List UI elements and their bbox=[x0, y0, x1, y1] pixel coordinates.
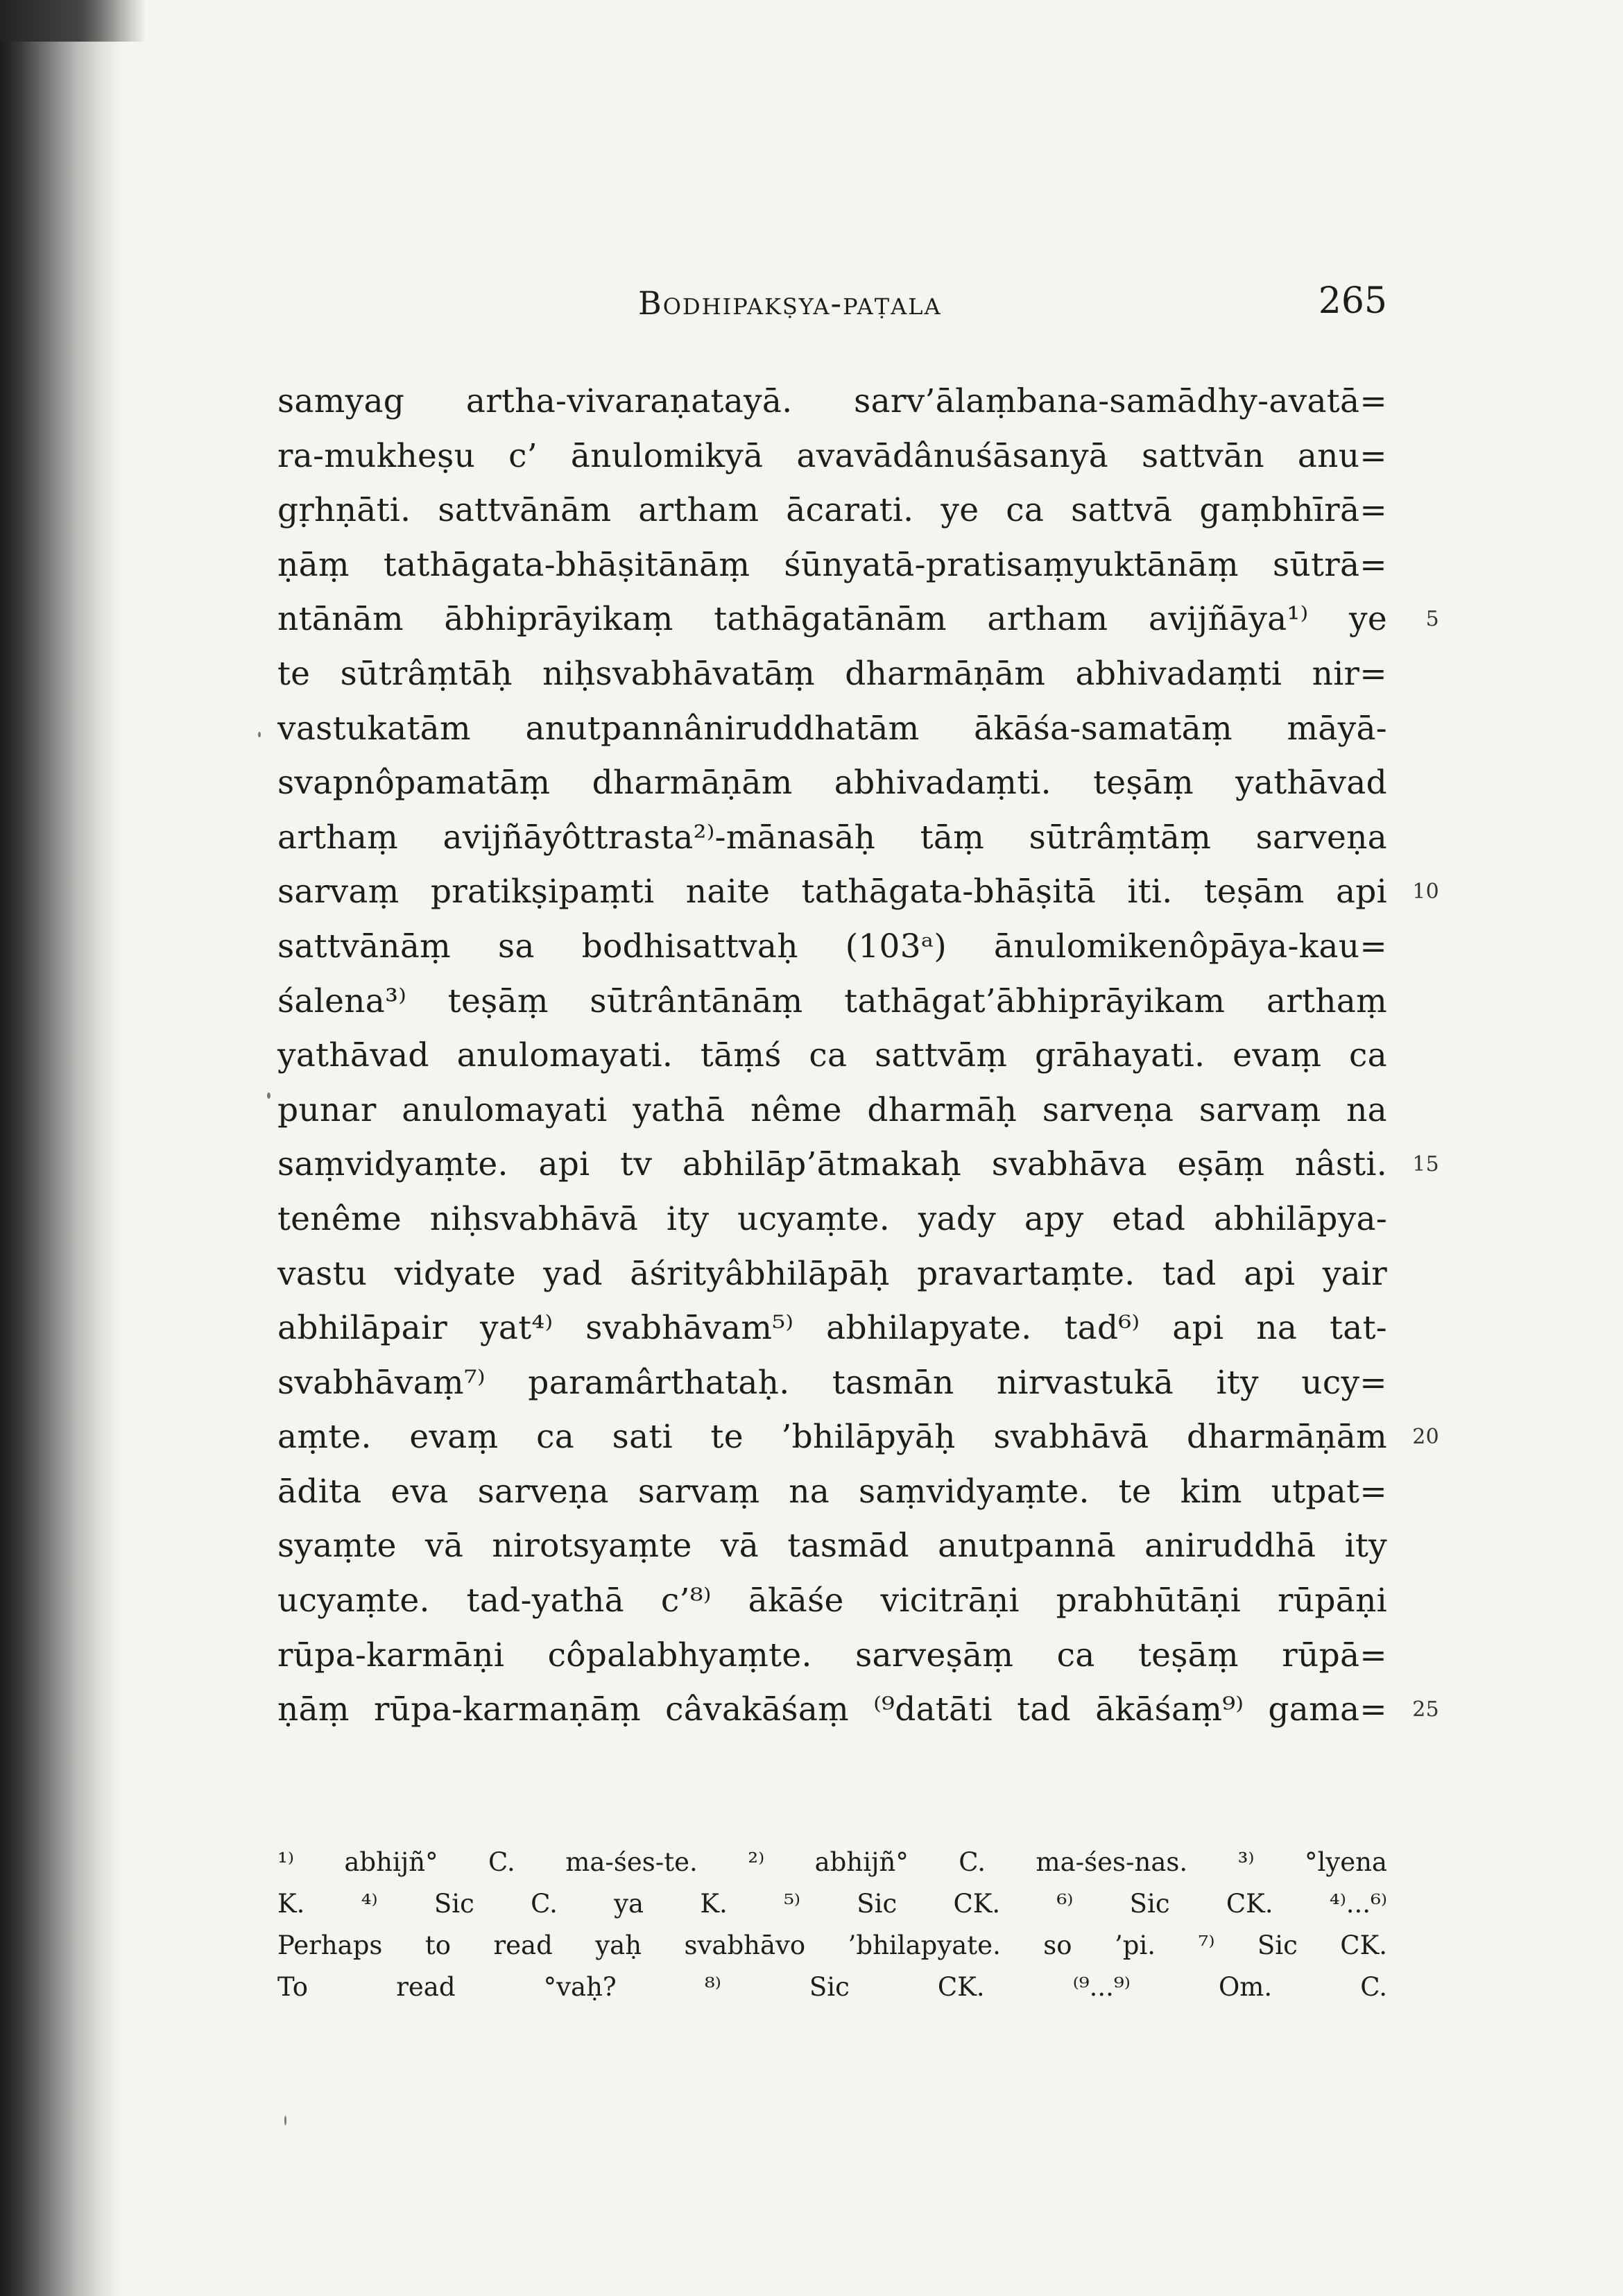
line-text: yathāvad anulomayati. tāṃś ca sattvāṃ grāhayati. evaṃ ca bbox=[277, 1036, 1387, 1075]
line-text: ṇāṃ rūpa-karmaṇāṃ câvakāśaṃ ⁽⁹datāti tad ākāśaṃ⁹⁾ gama= bbox=[277, 1690, 1387, 1729]
page-number: 265 bbox=[1318, 280, 1387, 322]
footnote-line: K. ⁴⁾ Sic C. ya K. ⁵⁾ Sic CK. ⁶⁾ Sic CK. ⁴⁾...⁶⁾ bbox=[277, 1889, 1387, 1919]
line-text: arthaṃ avijñāyôttrasta²⁾-mānasāḥ tāṃ sūtrâṃtāṃ sarveṇa bbox=[277, 818, 1387, 857]
binding-corner-shadow bbox=[0, 0, 146, 42]
line-text: svabhāvaṃ⁷⁾ paramârthataḥ. tasmān nirvastukā ity ucy= bbox=[277, 1363, 1387, 1402]
line-text: svapnôpamatāṃ dharmāṇām abhivadaṃti. teṣāṃ yathāvad bbox=[277, 764, 1387, 803]
text-line bbox=[277, 1683, 1439, 1738]
footnotes-block bbox=[277, 1842, 1387, 2008]
text-line bbox=[277, 702, 1387, 757]
page-header bbox=[277, 280, 1387, 333]
text-line bbox=[277, 1465, 1387, 1520]
text-line bbox=[277, 1083, 1387, 1138]
line-text: abhilāpair yat⁴⁾ svabhāvam⁵⁾ abhilapyate. tad⁶⁾ api na tat- bbox=[277, 1309, 1387, 1348]
text-line bbox=[277, 538, 1387, 593]
line-text: sattvānāṃ sa bodhisattvaḥ (103ᵃ) ānulomikenôpāya-kau= bbox=[277, 927, 1387, 966]
line-text: ntānām ābhiprāyikaṃ tathāgatānām artham avijñāya¹⁾ ye bbox=[277, 600, 1387, 639]
line-text: saṃvidyaṃte. api tv abhilāp’ātmakaḥ svabhāva eṣāṃ nâsti. bbox=[277, 1145, 1387, 1184]
line-number: 10 bbox=[1412, 880, 1439, 905]
text-line bbox=[277, 1519, 1387, 1574]
line-text: ra-mukheṣu c’ ānulomikyā avavādânuśāsanyā sattvān anu= bbox=[277, 436, 1387, 475]
text-line bbox=[277, 1247, 1387, 1302]
text-line bbox=[277, 1192, 1387, 1247]
line-text: punar anulomayati yathā nême dharmāḥ sarveṇa sarvaṃ na bbox=[277, 1090, 1387, 1129]
line-text: rūpa-karmāṇi côpalabhyaṃte. sarveṣāṃ ca teṣāṃ rūpā= bbox=[277, 1636, 1387, 1674]
line-text: samyag artha-vivaraṇatayā. sarv’ālaṃbana-samādhy-avatā= bbox=[277, 382, 1387, 420]
line-text: gṛhṇāti. sattvānām artham ācarati. ye ca sattvā gaṃbhīrā= bbox=[277, 491, 1387, 530]
line-text: ādita eva sarveṇa sarvaṃ na saṃvidyaṃte. te kim utpat= bbox=[277, 1472, 1387, 1511]
text-line bbox=[277, 1629, 1387, 1684]
text-line bbox=[277, 1138, 1439, 1192]
text-line bbox=[277, 975, 1387, 1029]
text-line bbox=[277, 865, 1439, 920]
scan-speck bbox=[267, 1093, 270, 1099]
footnote-line: To read °vaḥ? ⁸⁾ Sic CK. ⁽⁹...⁹⁾ Om. C. bbox=[277, 1972, 1387, 2002]
text-line bbox=[277, 375, 1387, 429]
text-line bbox=[277, 1356, 1387, 1411]
running-title: Bodhipakṣya-paṭala bbox=[638, 284, 942, 322]
text-line bbox=[277, 483, 1387, 538]
footnote-line: ¹⁾ abhijñ° C. ma-śes-te. ²⁾ abhijñ° C. ma-śes-nas. ³⁾ °lyena bbox=[277, 1847, 1387, 1877]
book-binding-shadow bbox=[0, 0, 121, 2296]
line-text: śalena³⁾ teṣāṃ sūtrântānāṃ tathāgat’ābhiprāyikam arthaṃ bbox=[277, 982, 1387, 1020]
line-number: 15 bbox=[1412, 1152, 1439, 1177]
text-line bbox=[277, 811, 1387, 866]
line-text: syaṃte vā nirotsyaṃte vā tasmād anutpannā aniruddhā ity bbox=[277, 1527, 1387, 1566]
main-text-block bbox=[277, 375, 1439, 1738]
line-text: sarvaṃ pratikṣipaṃti naite tathāgata-bhāṣitā iti. teṣām api bbox=[277, 873, 1387, 911]
footnote-line: Perhaps to read yaḥ svabhāvo ’bhilapyate. so ’pi. ⁷⁾ Sic CK. bbox=[277, 1930, 1387, 1960]
text-line bbox=[277, 756, 1387, 811]
line-number: 25 bbox=[1412, 1697, 1439, 1722]
line-text: aṃte. evaṃ ca sati te ’bhilāpyāḥ svabhāvā dharmāṇām bbox=[277, 1418, 1387, 1457]
text-line bbox=[277, 1301, 1387, 1356]
text-line bbox=[277, 920, 1387, 975]
line-text: vastu vidyate yad āśrityâbhilāpāḥ pravartaṃte. tad api yair bbox=[277, 1254, 1387, 1293]
text-line bbox=[277, 429, 1387, 484]
scan-speck bbox=[258, 732, 261, 737]
text-line bbox=[277, 1574, 1387, 1629]
text-line bbox=[277, 1410, 1439, 1465]
text-line bbox=[277, 647, 1387, 702]
text-line bbox=[277, 592, 1439, 647]
scan-speck bbox=[284, 2116, 286, 2125]
line-text: te sūtrâṃtāḥ niḥsvabhāvatāṃ dharmāṇām abhivadaṃti nir= bbox=[277, 654, 1387, 693]
line-text: ṇāṃ tathāgata-bhāṣitānāṃ śūnyatā-pratisaṃyuktānāṃ sūtrā= bbox=[277, 545, 1387, 584]
line-number: 5 bbox=[1425, 607, 1439, 632]
text-line bbox=[277, 1029, 1387, 1083]
line-text: vastukatām anutpannâniruddhatām ākāśa-samatāṃ māyā- bbox=[277, 709, 1387, 748]
line-text: tenême niḥsvabhāvā ity ucyaṃte. yady apy etad abhilāpya- bbox=[277, 1199, 1387, 1238]
line-number: 20 bbox=[1412, 1425, 1439, 1450]
line-text: ucyaṃte. tad-yathā c’⁸⁾ ākāśe vicitrāṇi prabhūtāṇi rūpāṇi bbox=[277, 1582, 1387, 1620]
